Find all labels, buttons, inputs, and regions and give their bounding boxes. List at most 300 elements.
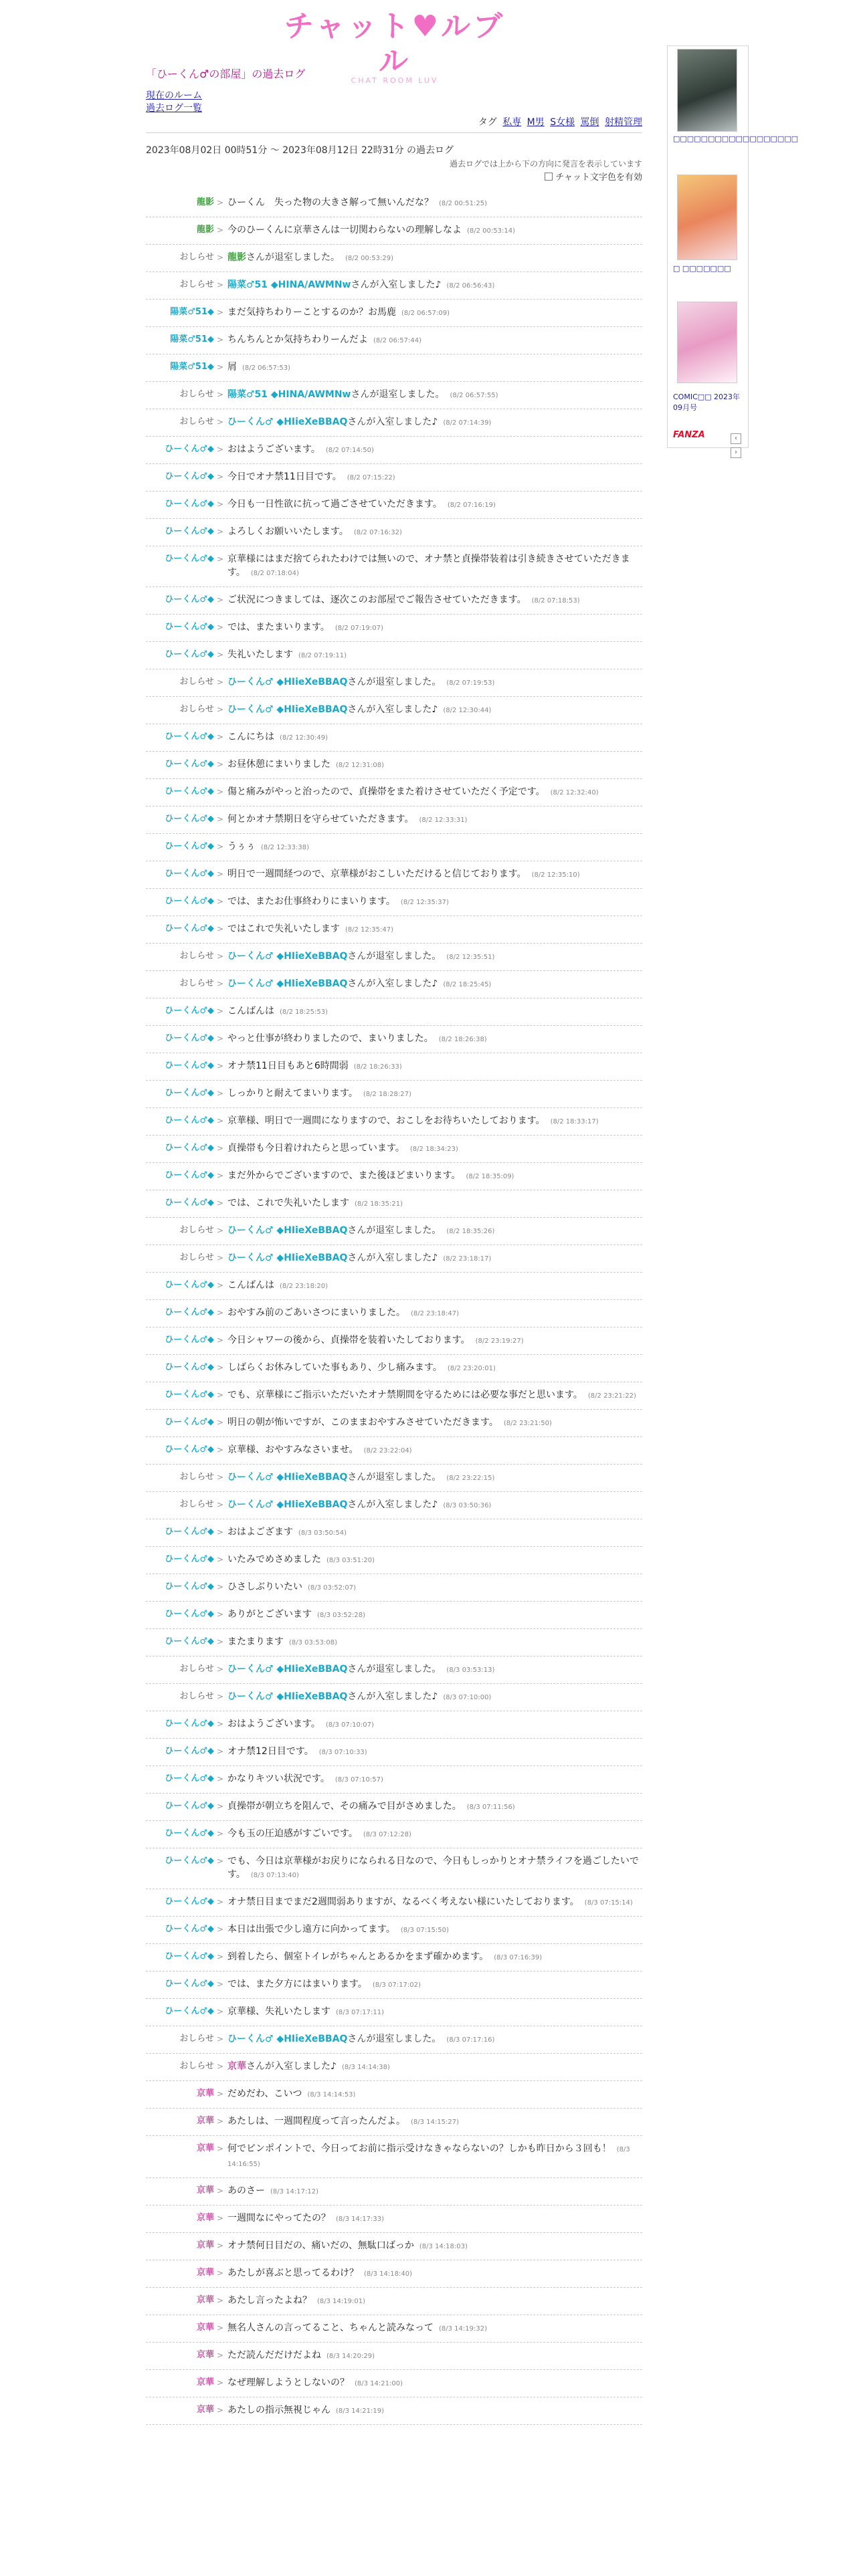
speaker-name: おしらせ <box>179 280 214 290</box>
message-text: 京華様、明日で一週間になりますので、おこしをお待ちいたしております。 <box>227 1115 545 1126</box>
speaker-name: おしらせ <box>179 978 214 988</box>
separator-arrow-icon: > <box>217 1198 224 1208</box>
message-text: しっかりと耐えてまいります。 <box>227 1088 358 1099</box>
message-body <box>227 1827 642 1842</box>
timestamp: (8/2 18:35:21) <box>355 1200 403 1208</box>
timestamp: (8/3 14:21:19) <box>336 2407 384 2415</box>
separator-arrow-icon: > <box>217 280 224 290</box>
message-body <box>227 306 642 320</box>
message-row <box>146 2288 642 2315</box>
separator-arrow-icon: > <box>217 677 224 687</box>
separator-arrow-icon: > <box>217 362 224 372</box>
message-row <box>146 2233 642 2260</box>
message-row <box>146 2370 642 2397</box>
message-body <box>227 1553 642 1568</box>
message-text: ちんちんとか気持ちわりーんだよ <box>227 334 368 345</box>
speaker-name: おしらせ <box>179 2034 214 2044</box>
timestamp: (8/2 07:19:53) <box>446 679 495 687</box>
timestamp: (8/3 07:13:40) <box>250 1872 299 1879</box>
separator-arrow-icon: > <box>217 2062 224 2071</box>
message-text: こんばんは <box>227 1006 274 1016</box>
timestamp: (8/2 18:34:23) <box>409 1146 458 1153</box>
notice-row <box>146 1465 642 1492</box>
divider <box>146 132 642 133</box>
speaker-name: おしらせ <box>179 1225 214 1235</box>
message-text: ただ読んだだけだよね <box>227 2350 321 2361</box>
separator-arrow-icon: > <box>217 1253 224 1263</box>
timestamp: (8/2 18:35:26) <box>446 1228 495 1235</box>
separator-arrow-icon: > <box>217 650 224 659</box>
message-text: さんが入室しました♪ <box>347 1499 438 1510</box>
separator-arrow-icon: > <box>217 1034 224 1043</box>
message-row <box>146 1190 642 1218</box>
speaker-name: 陽菜♂51◆ <box>170 307 214 317</box>
timestamp: (8/3 14:14:53) <box>307 2091 356 2099</box>
user-handle: ひーくん♂ ◆HIieXeBBAQ <box>227 1472 348 1483</box>
message-text: いたみでめさめました <box>227 1554 321 1565</box>
message-body <box>227 1717 642 1732</box>
past-logs-link[interactable]: 過去ログ一覧 <box>146 103 202 114</box>
message-row <box>146 1574 642 1602</box>
separator-arrow-icon: > <box>217 1144 224 1153</box>
message-text: まだ気持ちわりーことするのか？お馬鹿 <box>227 307 396 318</box>
message-row <box>146 1437 642 1465</box>
message-text: 今日シャワーの後から、貞操帯を装着いたしております。 <box>227 1335 470 1346</box>
message-body <box>227 1895 642 1910</box>
separator-arrow-icon: > <box>217 1610 224 1619</box>
message-text: お昼休憩にまいりました <box>227 759 330 770</box>
message-body <box>227 867 642 882</box>
message-text: オナ禁11日目もあと6時間弱 <box>227 1061 349 1071</box>
separator-arrow-icon: > <box>217 1582 224 1592</box>
speaker-name: ひーくん♂◆ <box>165 1924 214 1934</box>
message-body <box>227 785 642 800</box>
message-text: さんが入室しました♪ <box>347 1691 438 1702</box>
message-text: さんが入室しました♪ <box>347 704 438 715</box>
message-body <box>227 443 642 457</box>
separator-arrow-icon: > <box>217 1500 224 1509</box>
notice-row <box>146 697 642 724</box>
separator-arrow-icon: > <box>217 554 224 564</box>
separator-arrow-icon: > <box>217 1527 224 1537</box>
message-row <box>146 1547 642 1574</box>
message-text: かなりキツい状況です。 <box>227 1774 330 1784</box>
tag-link[interactable]: 私専 <box>502 117 522 128</box>
message-body <box>227 922 642 937</box>
message-row <box>146 642 642 669</box>
speaker-name: ひーくん♂◆ <box>165 1033 214 1043</box>
speaker-name: おしらせ <box>179 2061 214 2071</box>
speaker-name: ひーくん♂◆ <box>165 1444 214 1455</box>
timestamp: (8/3 07:10:00) <box>443 1694 492 1701</box>
message-row <box>146 1629 642 1656</box>
message-body <box>227 2376 642 2391</box>
message-body <box>227 498 642 512</box>
prev-arrow-icon[interactable]: ‹ <box>731 433 741 444</box>
message-text: では、またお仕事終わりにまいります。 <box>227 896 395 907</box>
speaker-name: おしらせ <box>179 1472 214 1482</box>
ad-banner[interactable] <box>677 49 737 132</box>
user-handle: ひーくん♂ ◆HIieXeBBAQ <box>227 2034 348 2044</box>
separator-arrow-icon: > <box>217 1171 224 1180</box>
timestamp: (8/3 03:50:54) <box>298 1529 347 1537</box>
message-row <box>146 1163 642 1190</box>
timestamp: (8/2 23:19:27) <box>475 1337 524 1345</box>
speaker-name: おしらせ <box>179 951 214 961</box>
separator-arrow-icon: > <box>217 253 224 262</box>
message-text: さんが退室しました。 <box>347 2034 442 2044</box>
message-row <box>146 1794 642 1821</box>
message-row <box>146 752 642 779</box>
timestamp: (8/3 07:16:39) <box>494 1954 543 1961</box>
ad-banner[interactable] <box>677 302 737 383</box>
separator-arrow-icon: > <box>217 2268 224 2278</box>
message-row <box>146 1944 642 1971</box>
message-body <box>227 278 642 293</box>
timestamp: (8/2 06:57:09) <box>401 310 450 317</box>
separator-arrow-icon: > <box>217 1555 224 1564</box>
message-text: 今も玉の圧迫感がすごいです。 <box>227 1828 358 1839</box>
message-body <box>227 251 642 265</box>
message-row <box>146 1081 642 1108</box>
separator-arrow-icon: > <box>217 705 224 714</box>
ad-caption[interactable]: COMIC□□ 2023年09月号 <box>673 393 741 412</box>
speaker-name: 京華 <box>196 2350 214 2360</box>
separator-arrow-icon: > <box>217 2214 224 2223</box>
speaker-name: ひーくん♂◆ <box>165 1746 214 1756</box>
separator-arrow-icon: > <box>217 335 224 344</box>
separator-arrow-icon: > <box>217 1445 224 1455</box>
message-text: こんばんは <box>227 1280 274 1291</box>
timestamp: (8/3 07:17:16) <box>446 2036 495 2044</box>
message-text: 京華様、おやすみなさいませ。 <box>227 1444 359 1455</box>
speaker-name: ひーくん♂◆ <box>165 2006 214 2016</box>
timestamp: (8/3 07:15:50) <box>400 1927 449 1934</box>
separator-arrow-icon: > <box>217 2351 224 2360</box>
speaker-name: ひーくん♂◆ <box>165 1198 214 1208</box>
checkbox[interactable] <box>545 173 553 181</box>
speaker-name: ひーくん♂◆ <box>165 896 214 906</box>
message-row <box>146 587 642 615</box>
separator-arrow-icon: > <box>217 2117 224 2126</box>
ad-banner[interactable] <box>677 175 737 260</box>
timestamp: (8/2 07:19:07) <box>335 625 383 632</box>
separator-arrow-icon: > <box>217 1925 224 1934</box>
message-text: あたしの指示無視じゃん <box>227 2405 330 2416</box>
separator-arrow-icon: > <box>217 623 224 632</box>
message-body <box>227 1745 642 1759</box>
message-text: あのさー <box>227 2185 265 2196</box>
message-text: さんが退室しました。 <box>347 951 442 962</box>
separator-arrow-icon: > <box>217 1802 224 1811</box>
timestamp: (8/3 07:15:14) <box>584 1899 633 1907</box>
speaker-name: おしらせ <box>179 1253 214 1263</box>
ad-caption[interactable]: □ □□□□□□□ <box>673 264 731 273</box>
separator-arrow-icon: > <box>217 198 224 207</box>
separator-arrow-icon: > <box>217 1006 224 1016</box>
chat-color-toggle[interactable] <box>442 170 642 183</box>
next-arrow-icon[interactable]: › <box>731 447 741 458</box>
speaker-name: ひーくん♂◆ <box>165 526 214 536</box>
message-text: オナ禁日目までまだ2週間弱ありますが、なるべく考えない様にいたしております。 <box>227 1897 579 1907</box>
timestamp: (8/2 23:18:17) <box>443 1255 492 1263</box>
speaker-name: ひーくん♂◆ <box>165 1554 214 1564</box>
site-logo[interactable] <box>274 9 515 85</box>
message-body <box>227 2087 642 2102</box>
message-body <box>227 1800 642 1814</box>
message-body <box>227 1690 642 1705</box>
message-body <box>227 1114 642 1129</box>
separator-arrow-icon: > <box>217 527 224 536</box>
tag-link[interactable]: 射精管理 <box>605 117 642 128</box>
separator-arrow-icon: > <box>217 595 224 605</box>
message-text: 貞操帯も今日着けれたらと思っています。 <box>227 1143 405 1154</box>
separator-arrow-icon: > <box>217 1829 224 1838</box>
speaker-name: ひーくん♂◆ <box>165 1143 214 1153</box>
message-body <box>227 360 642 375</box>
message-text: でも、今日は京華様がお戻りになられる日なので、今日もしっかりとオナ禁ライフを過ごしたいです。 <box>227 1856 639 1880</box>
speaker-name: ひーくん♂◆ <box>165 1088 214 1098</box>
message-row <box>146 1053 642 1081</box>
separator-arrow-icon: > <box>217 472 224 481</box>
chat-log <box>146 190 642 2425</box>
message-text: またまります <box>227 1636 284 1647</box>
timestamp: (8/2 12:35:10) <box>531 871 580 879</box>
message-body <box>227 1388 642 1403</box>
separator-arrow-icon: > <box>217 1363 224 1372</box>
timestamp: (8/3 03:53:08) <box>289 1639 337 1646</box>
separator-arrow-icon: > <box>217 760 224 769</box>
notice-row <box>146 669 642 697</box>
timestamp: (8/2 07:14:50) <box>325 447 374 454</box>
message-row <box>146 1273 642 1300</box>
speaker-name: ひーくん♂◆ <box>165 1115 214 1125</box>
message-body <box>227 2349 642 2363</box>
message-row <box>146 2206 642 2233</box>
notice-row <box>146 245 642 272</box>
separator-arrow-icon: > <box>217 2323 224 2333</box>
timestamp: (8/3 03:53:13) <box>446 1667 495 1674</box>
separator-arrow-icon: > <box>217 390 224 399</box>
message-body <box>227 977 642 992</box>
message-text: 屑 <box>227 362 237 372</box>
separator-arrow-icon: > <box>217 1226 224 1235</box>
message-body <box>227 2321 642 2336</box>
timestamp: (8/3 07:17:02) <box>372 1981 421 1989</box>
message-body <box>227 730 642 745</box>
separator-arrow-icon: > <box>217 1692 224 1701</box>
message-body <box>227 1525 642 1540</box>
message-text: あたしが喜ぶと思ってるわけ？ <box>227 2268 359 2278</box>
ad-sidebar <box>667 45 799 456</box>
speaker-name: ひーくん♂◆ <box>165 1390 214 1400</box>
user-handle: 陽菜♂51 ◆HINA/AWMNw <box>227 389 351 400</box>
message-text: おやすみ前のごあいさつにまいりました。 <box>227 1307 405 1318</box>
speaker-name: ひーくん♂◆ <box>165 1951 214 1961</box>
message-text: あたし言ったよね？ <box>227 2295 312 2306</box>
timestamp: (8/3 14:20:29) <box>326 2353 375 2360</box>
timestamp: (8/2 18:28:27) <box>363 1091 411 1098</box>
message-text: まだ外からでございますので、また後ほどまいります。 <box>227 1170 461 1181</box>
speaker-name: ひーくん♂◆ <box>165 1897 214 1907</box>
message-text: ありがとございます <box>227 1609 312 1620</box>
tag-link[interactable]: M男 <box>527 117 545 128</box>
message-body <box>227 1608 642 1622</box>
timestamp: (8/3 07:11:56) <box>466 1804 515 1811</box>
timestamp: (8/3 14:15:27) <box>411 2119 459 2126</box>
separator-arrow-icon: > <box>217 308 224 317</box>
message-body <box>227 1977 642 1992</box>
message-body <box>227 525 642 540</box>
separator-arrow-icon: > <box>217 1089 224 1098</box>
message-text: 傷と痛みがやっと治ったので、貞操帯をまた着けさせていただく予定です。 <box>227 786 545 797</box>
speaker-name: ひーくん♂◆ <box>165 1362 214 1372</box>
speaker-name: 京華 <box>196 2185 214 2195</box>
message-row <box>146 2343 642 2370</box>
timestamp: (8/3 03:51:20) <box>326 1557 375 1564</box>
speaker-name: おしらせ <box>179 1691 214 1701</box>
message-row <box>146 1739 642 1766</box>
tag-link[interactable]: 罵倒 <box>580 117 599 128</box>
notice-row <box>146 944 642 971</box>
speaker-name: ひーくん♂◆ <box>165 622 214 632</box>
separator-arrow-icon: > <box>217 1281 224 1290</box>
message-row <box>146 1108 642 1136</box>
message-text: では、また夕方にはまいります。 <box>227 1979 367 1990</box>
message-body <box>227 223 642 238</box>
separator-arrow-icon: > <box>217 417 224 427</box>
speaker-name: ひーくん♂◆ <box>165 1307 214 1317</box>
message-row <box>146 1026 642 1053</box>
message-text: やっと仕事が終わりましたので、まいりました。 <box>227 1033 434 1044</box>
timestamp: (8/3 14:17:33) <box>336 2216 384 2223</box>
separator-arrow-icon: > <box>217 1979 224 1989</box>
speaker-name: ひーくん♂◆ <box>165 1061 214 1071</box>
message-body <box>227 2294 642 2309</box>
speaker-name: 陽菜♂51◆ <box>170 334 214 344</box>
speaker-name: ひーくん♂◆ <box>165 1582 214 1592</box>
message-text: さんが退室しました。 <box>351 389 445 400</box>
speaker-name: ひーくん♂◆ <box>165 1006 214 1016</box>
timestamp: (8/2 00:51:25) <box>439 200 487 207</box>
speaker-name: ひーくん♂◆ <box>165 1335 214 1345</box>
message-row <box>146 2397 642 2425</box>
timestamp: (8/2 06:56:43) <box>446 282 495 290</box>
separator-arrow-icon: > <box>217 2186 224 2195</box>
timestamp: (8/3 14:18:40) <box>364 2270 412 2278</box>
message-row <box>146 1766 642 1794</box>
timestamp: (8/2 12:35:37) <box>400 899 449 906</box>
speaker-name: ひーくん♂◆ <box>165 1636 214 1646</box>
message-text: さんが入室しました♪ <box>347 417 438 427</box>
speaker-name: おしらせ <box>179 1664 214 1674</box>
message-text: オナ禁何日目だの、痛いだの、無駄口ばっか <box>227 2240 414 2251</box>
separator-arrow-icon: > <box>217 2144 224 2153</box>
message-text: ではこれで失礼いたします <box>227 924 340 934</box>
timestamp: (8/2 07:18:04) <box>250 570 299 577</box>
speaker-name: ひーくん♂◆ <box>165 1828 214 1838</box>
timestamp: (8/3 14:19:01) <box>317 2298 365 2305</box>
message-row <box>146 464 642 492</box>
message-body <box>227 1662 642 1677</box>
message-row <box>146 492 642 519</box>
message-row <box>146 1999 642 2026</box>
timestamp: (8/2 00:53:14) <box>467 227 515 235</box>
speaker-name: おしらせ <box>179 704 214 714</box>
timestamp: (8/3 03:52:07) <box>308 1584 356 1592</box>
message-body <box>227 552 642 580</box>
timestamp: (8/2 12:31:08) <box>336 762 384 769</box>
message-body <box>227 2142 642 2171</box>
timestamp: (8/2 12:30:44) <box>443 707 492 714</box>
message-text: ご状況につきましては、逐次このお部屋でご報告させていただきます。 <box>227 595 527 605</box>
message-body <box>227 950 642 964</box>
current-room-link[interactable]: 現在のルーム <box>146 90 202 101</box>
separator-arrow-icon: > <box>217 1061 224 1071</box>
speaker-name: ひーくん♂◆ <box>165 471 214 481</box>
order-note: 過去ログでは上から下の方向に発言を表示しています <box>449 159 642 169</box>
message-text: では、またまいります。 <box>227 622 330 633</box>
user-handle: ひーくん♂ ◆HIieXeBBAQ <box>227 1499 348 1510</box>
message-body <box>227 2005 642 2020</box>
tag-link[interactable]: S女様 <box>550 117 575 128</box>
speaker-name: 京華 <box>196 2240 214 2250</box>
speaker-name: ひーくん♂◆ <box>165 554 214 564</box>
message-text: おはようございます。 <box>227 1719 320 1729</box>
speaker-name: ひーくん♂◆ <box>165 1527 214 1537</box>
speaker-name: 京華 <box>196 2405 214 2415</box>
ad-caption[interactable]: □□□□□□□□□□□□□□□□□□ <box>673 134 799 143</box>
notice-row <box>146 1684 642 1711</box>
separator-arrow-icon: > <box>217 842 224 851</box>
separator-arrow-icon: > <box>217 1637 224 1646</box>
message-body <box>227 333 642 348</box>
message-body <box>227 1772 642 1787</box>
speaker-name: 京華 <box>196 2213 214 2223</box>
message-text: 失礼いたします <box>227 649 293 660</box>
fanza-logo[interactable]: FANZA <box>673 430 705 440</box>
page-title: 「ひーくん♂の部屋」の過去ログ <box>146 68 306 80</box>
user-handle: 龍影 <box>227 252 246 263</box>
timestamp: (8/2 23:22:15) <box>446 1475 495 1482</box>
message-row <box>146 889 642 916</box>
separator-arrow-icon: > <box>217 1335 224 1345</box>
message-row <box>146 2136 642 2178</box>
message-body <box>227 1950 642 1965</box>
separator-arrow-icon: > <box>217 500 224 509</box>
speaker-name: 京華 <box>196 2268 214 2278</box>
message-row <box>146 519 642 546</box>
speaker-name: 龍影 <box>196 225 214 235</box>
message-row <box>146 1971 642 1999</box>
message-row <box>146 1136 642 1163</box>
message-text: 貞操帯が朝立ちを阻んで、その痛みで目がさめました。 <box>227 1801 462 1812</box>
notice-row <box>146 2054 642 2081</box>
message-body <box>227 621 642 635</box>
message-text: さんが入室しました♪ <box>351 280 442 290</box>
timestamp: (8/2 00:53:29) <box>345 255 393 262</box>
speaker-name: ひーくん♂◆ <box>165 759 214 769</box>
timestamp: (8/2 23:18:47) <box>411 1310 459 1317</box>
timestamp: (8/2 07:15:22) <box>347 474 395 481</box>
user-handle: ひーくん♂ ◆HIieXeBBAQ <box>227 978 348 989</box>
speaker-name: ひーくん♂◆ <box>165 841 214 851</box>
message-text: 今日も一日性欲に抗って過ごさせていただきます。 <box>227 499 442 510</box>
message-body <box>227 648 642 663</box>
timestamp: (8/2 18:26:33) <box>353 1063 402 1071</box>
speaker-name: ひーくん♂◆ <box>165 786 214 796</box>
message-row <box>146 1848 642 1889</box>
